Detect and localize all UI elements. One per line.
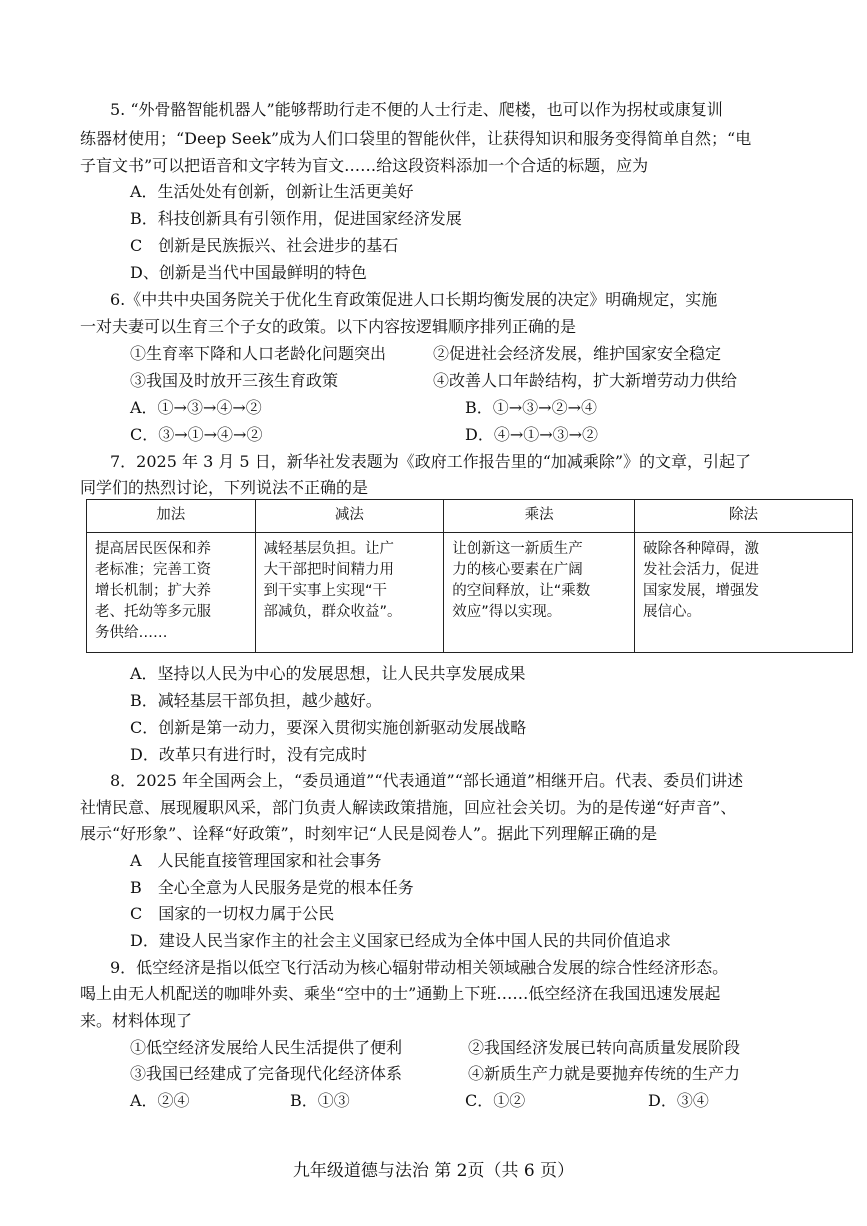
- q7-cell-add-line: 提高居民医保和养: [95, 541, 211, 557]
- q8-option-c[interactable]: C 国家的一切权力属于公民: [130, 904, 335, 923]
- q7-cell-multiply: [444, 533, 635, 653]
- q9-item-2: ②我国经济发展已转向高质量发展阶段: [468, 1038, 741, 1057]
- q5-stem-line3: 子盲文书”可以把语音和文字转为盲文……给这段资料添加一个合适的标题，应为: [80, 156, 649, 175]
- q9-item-3: ③我国已经建成了完备现代化经济体系: [130, 1064, 403, 1083]
- q7-cell-add-line: 增长机制；扩大养: [95, 583, 211, 599]
- q6-item-1: ①生育率下降和人口老龄化问题突出: [130, 344, 387, 363]
- q6-item-4: ④改善人口年龄结构，扩大新增劳动力供给: [433, 371, 738, 390]
- q5-option-b[interactable]: B．科技创新具有引领作用，促进国家经济发展: [130, 209, 462, 228]
- q7-header-subtract: 减法: [255, 500, 444, 533]
- q9-stem-line3: 来。材料体现了: [80, 1011, 193, 1030]
- q6-stem-line1: 6.《中共中央国务院关于优化生育政策促进人口长期均衡发展的决定》明确规定，实施: [110, 290, 718, 309]
- q6-option-b[interactable]: B．①→③→②→④: [465, 398, 597, 417]
- q6-item-2: ②促进社会经济发展，维护国家安全稳定: [433, 344, 722, 363]
- q5-option-a[interactable]: A．生活处处有创新，创新让生活更美好: [130, 182, 414, 201]
- q7-stem-line1: 7．2025 年 3 月 5 日，新华社发表题为《政府工作报告里的“加减乘除”》的文章，引起了: [110, 452, 752, 471]
- q7-cell-add-line: 老标准；完善工资: [95, 562, 211, 578]
- q8-option-d[interactable]: D．建设人民当家作主的社会主义国家已经成为全体中国人民的共同价值追求: [130, 931, 671, 950]
- page-footer: 九年级道德与法治 第 2页（共 6 页）: [292, 1161, 575, 1181]
- q7-cell-divide: [634, 533, 852, 653]
- q8-option-a[interactable]: A 人民能直接管理国家和社会事务: [130, 851, 382, 870]
- q8-stem-line2: 社情民意、展现履职风采，部门负责人解读政策措施，回应社会关切。为的是传递“好声音”、: [80, 798, 737, 817]
- q7-cell-subtract: [255, 533, 444, 653]
- q8-stem-line1: 8．2025 年全国两会上，“委员通道”“代表通道”“部长通道”相继开启。代表、委员们讲述: [110, 771, 744, 790]
- q7-option-a[interactable]: A．坚持以人民为中心的发展思想，让人民共享发展成果: [130, 664, 526, 683]
- q9-item-4: ④新质生产力就是要抛弃传统的生产力: [468, 1064, 741, 1083]
- q6-stem-line2: 一对夫妻可以生育三个子女的政策。以下内容按逻辑顺序排列正确的是: [80, 317, 577, 336]
- q7-stem-line2: 同学们的热烈讨论，下列说法不正确的是: [80, 478, 369, 497]
- q7-table-header-row: [87, 500, 853, 533]
- q9-option-a[interactable]: A．②④: [130, 1091, 190, 1110]
- q9-option-d[interactable]: D．③④: [648, 1091, 709, 1110]
- q7-cell-subtract-line: 部减负，群众收益”。: [263, 604, 402, 620]
- q7-cell-add-line: 老、托幼等多元服: [95, 604, 211, 620]
- q7-cell-subtract-line: 大干部把时间精力用: [263, 562, 395, 578]
- q7-cell-subtract-line: 减轻基层负担。让广: [263, 541, 395, 557]
- q7-cell-multiply-line: 让创新这一新质生产: [452, 541, 583, 557]
- q9-option-c[interactable]: C．①②: [465, 1091, 526, 1110]
- q7-cell-divide-line: 国家发展，增强发: [642, 583, 759, 599]
- q7-table-body-row: [87, 533, 853, 653]
- q7-header-divide: 除法: [634, 500, 852, 533]
- q8-stem-line3: 展示“好形象”、诠释“好政策”，时刻牢记“人民是阅卷人”。据此下列理解正确的是: [80, 824, 658, 843]
- q7-cell-multiply-line: 效应”得以实现。: [452, 604, 562, 620]
- q6-item-3: ③我国及时放开三孩生育政策: [130, 371, 339, 390]
- q7-header-add: 加法: [87, 500, 256, 533]
- q7-cell-add: [87, 533, 256, 653]
- q9-stem-line2: 喝上由无人机配送的咖啡外卖、乘坐“空中的士”通勤上下班……低空经济在我国迅速发展起: [80, 984, 721, 1003]
- q9-item-1: ①低空经济发展给人民生活提供了便利: [130, 1038, 403, 1057]
- q7-option-b[interactable]: B．减轻基层干部负担，越少越好。: [130, 691, 382, 710]
- q7-table: [86, 499, 853, 653]
- q5-stem-line1: 5. “外骨骼智能机器人”能够帮助行走不便的人士行走、爬楼，也可以作为拐杖或康复训: [110, 100, 723, 119]
- q6-option-d[interactable]: D．④→①→③→②: [465, 425, 599, 444]
- q7-option-d[interactable]: D．改革只有进行时，没有完成时: [130, 745, 367, 764]
- q7-header-multiply: 乘法: [444, 500, 635, 533]
- q8-option-b[interactable]: B 全心全意为人民服务是党的根本任务: [130, 878, 414, 897]
- q5-option-c[interactable]: C 创新是民族振兴、社会进步的基石: [130, 236, 399, 255]
- q6-option-a[interactable]: A．①→③→④→②: [130, 398, 262, 417]
- q5-option-d[interactable]: D、创新是当代中国最鲜明的特色: [130, 263, 367, 282]
- q6-option-c[interactable]: C．③→①→④→②: [130, 425, 263, 444]
- q7-option-c[interactable]: C．创新是第一动力，要深入贯彻实施创新驱动发展战略: [130, 718, 527, 737]
- q9-option-b[interactable]: B．①③: [290, 1091, 350, 1110]
- q9-stem-line1: 9．低空经济是指以低空飞行活动为核心辐射带动相关领域融合发展的综合性经济形态。: [110, 958, 729, 977]
- q7-cell-divide-line: 发社会活力，促进: [642, 562, 759, 578]
- q7-cell-divide-line: 破除各种障碍，激: [642, 541, 759, 557]
- q7-cell-divide-line: 展信心。: [642, 604, 701, 620]
- q7-cell-subtract-line: 到干实事上实现“干: [263, 583, 388, 599]
- q7-cell-add-line: 务供给……: [95, 625, 168, 641]
- q7-cell-multiply-line: 的空间释放，让“乘数: [452, 583, 591, 599]
- q7-cell-multiply-line: 力的核心要素在广阔: [452, 562, 583, 578]
- q5-stem-line2: 练器材使用；“Deep Seek”成为人们口袋里的智能伙伴，让获得知识和服务变得简单自然；“电: [80, 129, 752, 148]
